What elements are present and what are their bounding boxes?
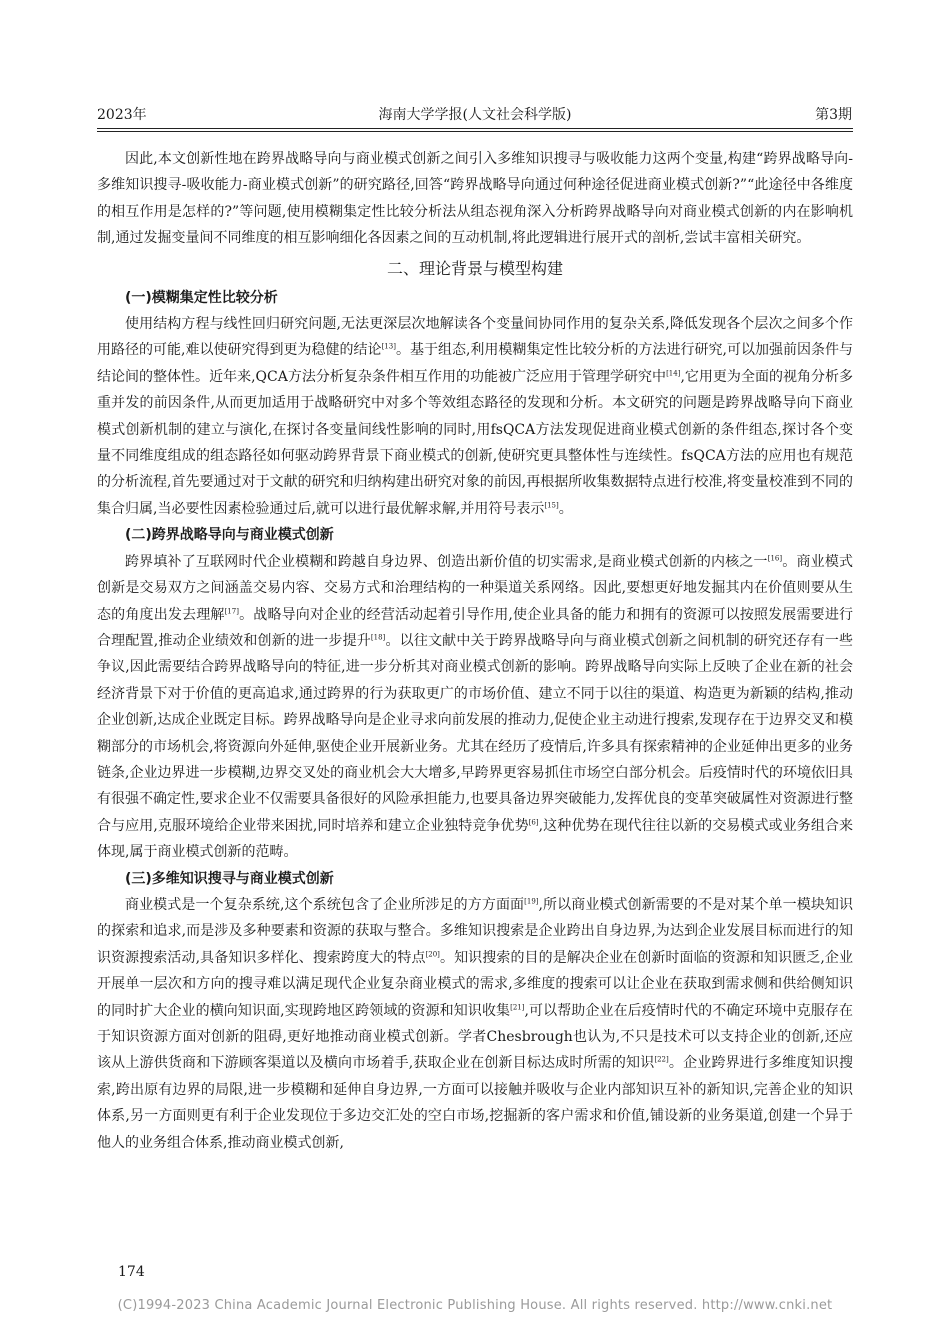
citation-ref[interactable]: [14] [666,369,681,378]
paragraph-cross-border: 跨界填补了互联网时代企业模糊和跨越自身边界、创造出新价值的切实需求,是商业模式创新的内核之一[16]。商业模式创新是交易双方之间涵盖交易内容、交易方式和治理结构的一种渠道关系网络。因此,要想更好地发掘其内在价值则要从生态的角度出发去理解[17]。战略导向对企业的经营活动起着引导作用,使企业具备的能力和拥有的资源可以按照发展需要进行合理配置,推动企业绩效和创新的进一步提升[18]。以往文献中关于跨界战略导向与商业模式创新之间机制的研究还存有一些争议,因此需要结合跨界战略导向的特征,进一步分析其对商业模式创新的影响。跨界战略导向实际上反映了企业在新的社会经济背景下对于价值的更高追求,通过跨界的行为获取更广的市场价值、建立不同于以往的渠道、构造更为新颖的结构,推动企业创新,达成企业既定目标。跨界战略导向是企业寻求向前发展的推动力,促使企业主动进行搜索,发现存在于边界交叉和模糊部分的市场机会,将资源向外延伸,驱使企业开展新业务。尤其在经历了疫情后,许多具有探索精神的企业延伸出更多的业务链条,企业边界进一步模糊,边界交叉处的商业机会大大增多,早跨界更容易抓住市场空白部分机会。后疫情时代的环境依旧具有很强不确定性,要求企业不仅需要具备很好的风险承担能力,也要具备边界突破能力,发挥优良的变革突破属性对资源进行整合与应用,克服环境给企业带来困扰,同时培养和建立企业独特竞争优势[6],这种优势在现代往往以新的交易模式或业务组合来体现,属于商业模式创新的范畴。 [97,553,854,861]
subsection-title-fsqca: (一)模糊集定性比较分析 [125,289,278,306]
citation-ref[interactable]: [22] [654,1055,669,1064]
header-rule-top [97,128,853,129]
subsection-title-knowledge-search: (三)多维知识搜寻与商业模式创新 [125,870,334,887]
citation-ref[interactable]: [18] [370,633,386,642]
subsection-title-cross-border: (二)跨界战略导向与商业模式创新 [125,527,334,544]
citation-ref[interactable]: [16] [767,554,783,563]
page-number: 174 [118,1264,145,1280]
paragraph-knowledge-search: 商业模式是一个复杂系统,这个系统包含了企业所涉足的方方面面[19],所以商业模式创新需要的不是对某个单一模块知识的探索和追求,而是涉及多种要素和资源的获取与整合。多维知识搜索是企业跨出自身边界,为达到企业发展目标而进行的知识资源搜索活动,具备知识多样化、搜索跨度大的特点[20]。知识搜索的目的是解决企业在创新时面临的资源和知识匮乏,企业开展单一层次和方向的搜寻难以满足现代企业复杂商业模式的需求,多维度的搜索可以让企业在获取到需求侧和供给侧知识的同时扩大企业的横向知识面,实现跨地区跨领域的资源和知识收集[21],可以帮助企业在后疫情时代的不确定环境中克服存在于知识资源方面对创新的阻碍,更好地推动商业模式创新。学者Chesbrough也认为,不只是技术可以支持企业的创新,还应该从上游供货商和下游顾客渠道以及横向市场着手,获取企业在创新目标达成时所需的知识[22]。企业跨界进行多维度知识搜索,跨出原有边界的局限,进一步模糊和延伸自身边界,一方面可以接触并吸收与企业内部知识互补的新知识,完善企业的知识体系,另一方面则更有利于企业发现位于多边交汇处的空白市场,挖掘新的客户需求和价值,铺设新的业务渠道,创建一个异于他人的业务组合体系,推动商业模式创新, [97,896,854,1151]
citation-ref[interactable]: [13] [381,342,396,351]
header-year: 2023年 [97,107,147,123]
header-rule-bottom [97,131,853,132]
citation-ref[interactable]: [15] [544,501,559,510]
intro-paragraph: 因此,本文创新性地在跨界战略导向与商业模式创新之间引入多维知识搜寻与吸收能力这两个变量,构建“跨界战略导向-多维知识搜寻-吸收能力-商业模式创新”的研究路径,回答“跨界战略导向通过何种途径促进商业模式创新?”“此途径中各维度的相互作用是怎样的?”等问题,使用模糊集定性比较分析法从组态视角深入分析跨界战略导向对商业模式创新的内在影响机制,通过发掘变量间不同维度的相互影响细化各因素之间的互动机制,将此逻辑进行展开式的剖析,尝试丰富相关研究。 [97,151,853,247]
citation-ref[interactable]: [21] [510,1002,525,1011]
article-body [97,146,853,1156]
section-title: 二、理论背景与模型构建 [386,258,563,278]
paragraph-fsqca: 使用结构方程与线性回归研究问题,无法更深层次地解读各个变量间协同作用的复杂关系,降低发现各个层次之间多个作用路径的可能,难以使研究得到更为稳健的结论[13]。基于组态,利用模糊集定性比较分析的方法进行研究,可以加强前因条件与结论间的整体性。近年来,QCA方法分析复杂条件相互作用的功能被广泛应用于管理学研究中[14],它用更为全面的视角分析多重并发的前因条件,从而更加适用于战略研究中对多个等效组态路径的发现和分析。本文研究的问题是跨界战略导向下商业模式创新机制的建立与演化,在探讨各变量间线性影响的同时,用fsQCA方法发现促进商业模式创新的条件组态,探讨各个变量不同维度组成的组态路径如何驱动跨界背景下商业模式的创新,使研究更具整体性与连续性。fsQCA方法的应用也有规范的分析流程,首先要通过对于文献的研究和归纳构建出研究对象的前因,再根据所收集数据特点进行校准,将变量校准到不同的集合归属,当必要性因素检验通过后,就可以进行最优解求解,并用符号表示[15]。 [97,316,854,517]
citation-ref[interactable]: [20] [425,950,440,959]
header-issue: 第3期 [815,107,852,123]
copyright-footer: (C)1994-2023 China Academic Journal Electronic Publishing House. All rights reserved. http://www.cnki.net [117,1298,833,1313]
citation-ref[interactable]: [17] [224,606,239,615]
header-journal-title: 海南大学学报(人文社会科学版) [378,107,572,123]
citation-ref[interactable]: [6] [528,818,539,827]
citation-ref[interactable]: [19] [524,897,539,906]
